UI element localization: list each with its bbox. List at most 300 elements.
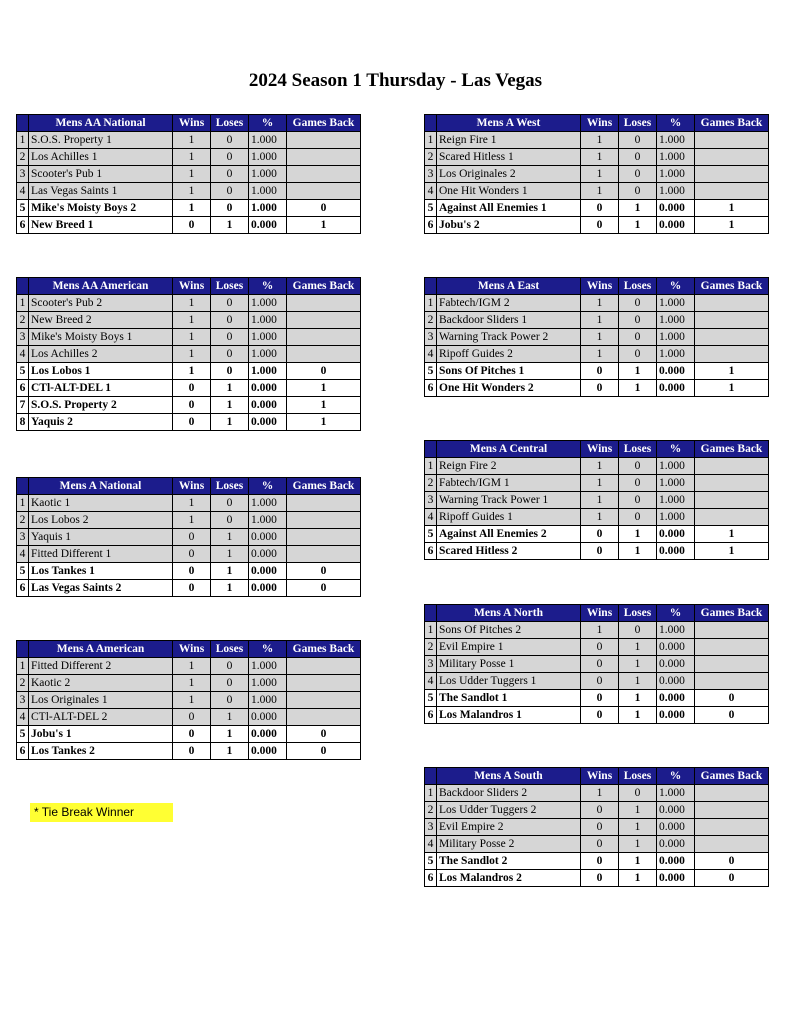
team-games-back: [695, 492, 769, 509]
table-row: [17, 363, 361, 380]
team-wins: 0: [581, 819, 619, 836]
page-title: 2024 Season 1 Thursday - Las Vegas: [248, 70, 543, 91]
team-rank: 5: [17, 200, 29, 217]
team-rank: 5: [425, 363, 437, 380]
team-rank: 2: [17, 312, 29, 329]
header-loses: Loses: [211, 478, 249, 495]
team-pct: 0.000: [657, 217, 695, 234]
table-row: [425, 380, 769, 397]
team-pct: 0.000: [249, 546, 287, 563]
team-name: Military Posse 2: [437, 836, 581, 853]
team-rank: 5: [17, 563, 29, 580]
team-games-back: [287, 675, 361, 692]
team-wins: 1: [581, 132, 619, 149]
team-loses: 1: [211, 709, 249, 726]
team-name: Mike's Moisty Boys 2: [29, 200, 173, 217]
team-pct: 1.000: [249, 495, 287, 512]
header-rank: [425, 441, 437, 458]
table-row: [425, 217, 769, 234]
team-loses: 0: [619, 295, 657, 312]
team-pct: 1.000: [249, 675, 287, 692]
table-row: [17, 217, 361, 234]
team-rank: 1: [17, 132, 29, 149]
team-wins: 1: [173, 495, 211, 512]
division-table-a-east: [424, 277, 769, 397]
team-rank: 6: [17, 743, 29, 760]
team-games-back: 1: [695, 363, 769, 380]
team-loses: 0: [619, 785, 657, 802]
table-row: [17, 709, 361, 726]
team-name: Yaquis 1: [29, 529, 173, 546]
team-rank: 4: [17, 346, 29, 363]
table-row: [425, 802, 769, 819]
team-rank: 5: [17, 726, 29, 743]
team-rank: 1: [425, 295, 437, 312]
team-loses: 0: [211, 312, 249, 329]
team-pct: 0.000: [657, 836, 695, 853]
table-row: [425, 492, 769, 509]
table-row: [425, 622, 769, 639]
team-games-back: [287, 132, 361, 149]
table-row: [425, 819, 769, 836]
table-row: [425, 166, 769, 183]
team-rank: 2: [425, 639, 437, 656]
division-header: [425, 768, 769, 785]
team-loses: 1: [211, 726, 249, 743]
team-games-back: [287, 495, 361, 512]
team-games-back: [287, 529, 361, 546]
team-wins: 0: [581, 656, 619, 673]
table-row: [17, 563, 361, 580]
team-wins: 1: [581, 166, 619, 183]
division-header: [425, 605, 769, 622]
team-games-back: [695, 639, 769, 656]
team-loses: 1: [619, 853, 657, 870]
table-row: [425, 656, 769, 673]
team-pct: 1.000: [657, 509, 695, 526]
tie-break-note: * Tie Break Winner: [30, 803, 173, 822]
team-pct: 0.000: [657, 656, 695, 673]
team-rank: 1: [17, 658, 29, 675]
team-rank: 3: [17, 329, 29, 346]
team-name: Warning Track Power 2: [437, 329, 581, 346]
team-loses: 0: [619, 149, 657, 166]
team-games-back: [287, 149, 361, 166]
team-wins: 1: [173, 658, 211, 675]
team-wins: 0: [581, 690, 619, 707]
team-wins: 0: [173, 743, 211, 760]
team-games-back: 0: [695, 870, 769, 887]
team-name: The Sandlot 1: [437, 690, 581, 707]
team-games-back: 1: [287, 414, 361, 431]
team-name: Warning Track Power 1: [437, 492, 581, 509]
team-wins: 0: [173, 397, 211, 414]
team-rank: 6: [17, 217, 29, 234]
team-pct: 1.000: [657, 622, 695, 639]
team-pct: 0.000: [657, 853, 695, 870]
team-loses: 0: [211, 512, 249, 529]
team-pct: 0.000: [249, 726, 287, 743]
team-games-back: [695, 836, 769, 853]
team-pct: 1.000: [657, 458, 695, 475]
team-rank: 8: [17, 414, 29, 431]
team-name: Ripoff Guides 1: [437, 509, 581, 526]
team-name: Reign Fire 2: [437, 458, 581, 475]
team-loses: 1: [211, 546, 249, 563]
team-rank: 1: [425, 132, 437, 149]
team-wins: 0: [173, 580, 211, 597]
team-loses: 1: [619, 819, 657, 836]
team-name: Ripoff Guides 2: [437, 346, 581, 363]
team-rank: 6: [425, 380, 437, 397]
team-pct: 1.000: [657, 312, 695, 329]
header-games-back: Games Back: [287, 278, 361, 295]
division-table-aa-national: [16, 114, 361, 234]
team-pct: 0.000: [657, 673, 695, 690]
team-games-back: [695, 622, 769, 639]
header-loses: Loses: [619, 768, 657, 785]
team-loses: 1: [619, 526, 657, 543]
team-games-back: [695, 295, 769, 312]
team-name: Reign Fire 1: [437, 132, 581, 149]
team-loses: 1: [619, 639, 657, 656]
team-games-back: 0: [695, 690, 769, 707]
team-games-back: 1: [695, 526, 769, 543]
team-name: Scared Hitless 1: [437, 149, 581, 166]
team-name: Jobu's 2: [437, 217, 581, 234]
team-pct: 0.000: [657, 200, 695, 217]
header-pct: %: [657, 768, 695, 785]
team-pct: 0.000: [657, 543, 695, 560]
team-games-back: 0: [695, 707, 769, 724]
team-loses: 0: [211, 166, 249, 183]
table-row: [17, 580, 361, 597]
table-row: [17, 149, 361, 166]
team-games-back: 0: [695, 853, 769, 870]
team-pct: 1.000: [249, 346, 287, 363]
team-wins: 0: [581, 673, 619, 690]
team-name: Los Originales 2: [437, 166, 581, 183]
team-rank: 4: [425, 509, 437, 526]
team-rank: 2: [17, 149, 29, 166]
team-games-back: [695, 166, 769, 183]
team-wins: 0: [581, 836, 619, 853]
header-pct: %: [657, 278, 695, 295]
table-row: [425, 458, 769, 475]
table-row: [425, 870, 769, 887]
team-wins: 1: [173, 363, 211, 380]
team-pct: 0.000: [249, 580, 287, 597]
division-name: Mens AA American: [29, 278, 173, 295]
team-pct: 0.000: [249, 743, 287, 760]
table-row: [425, 149, 769, 166]
team-rank: 4: [17, 546, 29, 563]
team-games-back: 0: [287, 580, 361, 597]
team-name: Jobu's 1: [29, 726, 173, 743]
team-wins: 0: [173, 217, 211, 234]
division-header: [17, 278, 361, 295]
team-loses: 1: [211, 743, 249, 760]
team-rank: 4: [425, 673, 437, 690]
team-games-back: 1: [695, 543, 769, 560]
team-games-back: 1: [287, 217, 361, 234]
team-loses: 1: [619, 363, 657, 380]
table-row: [17, 346, 361, 363]
team-games-back: [695, 785, 769, 802]
team-games-back: [287, 295, 361, 312]
table-row: [17, 295, 361, 312]
team-games-back: [695, 673, 769, 690]
header-games-back: Games Back: [695, 768, 769, 785]
team-name: One Hit Wonders 2: [437, 380, 581, 397]
team-name: Fabtech/IGM 2: [437, 295, 581, 312]
team-games-back: [695, 802, 769, 819]
team-loses: 0: [619, 475, 657, 492]
header-wins: Wins: [581, 278, 619, 295]
header-wins: Wins: [173, 278, 211, 295]
team-loses: 0: [211, 200, 249, 217]
team-loses: 1: [619, 690, 657, 707]
team-wins: 1: [173, 329, 211, 346]
team-pct: 0.000: [657, 363, 695, 380]
team-name: Fitted Different 2: [29, 658, 173, 675]
table-row: [17, 414, 361, 431]
team-loses: 1: [211, 563, 249, 580]
team-games-back: 1: [695, 217, 769, 234]
header-loses: Loses: [211, 641, 249, 658]
team-loses: 0: [619, 132, 657, 149]
team-pct: 1.000: [657, 346, 695, 363]
team-loses: 0: [619, 622, 657, 639]
team-name: CTl-ALT-DEL 1: [29, 380, 173, 397]
team-wins: 1: [581, 329, 619, 346]
team-pct: 1.000: [249, 183, 287, 200]
team-name: Scared Hitless 2: [437, 543, 581, 560]
team-games-back: [287, 709, 361, 726]
team-games-back: [287, 546, 361, 563]
team-games-back: [695, 346, 769, 363]
division-header: [17, 115, 361, 132]
team-rank: 4: [425, 836, 437, 853]
header-rank: [425, 605, 437, 622]
table-row: [425, 836, 769, 853]
team-name: Sons Of Pitches 2: [437, 622, 581, 639]
team-rank: 4: [17, 709, 29, 726]
team-games-back: [287, 658, 361, 675]
header-loses: Loses: [211, 278, 249, 295]
header-rank: [425, 278, 437, 295]
team-games-back: 0: [287, 363, 361, 380]
team-wins: 1: [581, 346, 619, 363]
header-loses: Loses: [619, 441, 657, 458]
team-name: Los Udder Tuggers 1: [437, 673, 581, 690]
division-name: Mens AA National: [29, 115, 173, 132]
team-wins: 1: [581, 183, 619, 200]
team-rank: 6: [425, 543, 437, 560]
division-name: Mens A Central: [437, 441, 581, 458]
team-games-back: [287, 183, 361, 200]
table-row: [17, 726, 361, 743]
table-row: [17, 495, 361, 512]
team-pct: 0.000: [657, 870, 695, 887]
team-loses: 0: [211, 295, 249, 312]
team-rank: 5: [425, 690, 437, 707]
team-wins: 1: [581, 785, 619, 802]
team-rank: 1: [425, 622, 437, 639]
team-name: Scooter's Pub 1: [29, 166, 173, 183]
team-loses: 1: [619, 543, 657, 560]
team-pct: 0.000: [657, 819, 695, 836]
team-name: Las Vegas Saints 1: [29, 183, 173, 200]
team-name: Los Lobos 2: [29, 512, 173, 529]
header-rank: [425, 768, 437, 785]
team-loses: 0: [619, 458, 657, 475]
team-pct: 1.000: [657, 329, 695, 346]
team-wins: 0: [581, 802, 619, 819]
team-name: Los Udder Tuggers 2: [437, 802, 581, 819]
team-wins: 1: [581, 475, 619, 492]
team-pct: 1.000: [249, 692, 287, 709]
team-loses: 1: [619, 870, 657, 887]
team-wins: 0: [173, 563, 211, 580]
team-games-back: [287, 329, 361, 346]
team-loses: 0: [211, 675, 249, 692]
table-row: [425, 690, 769, 707]
header-loses: Loses: [619, 115, 657, 132]
team-loses: 1: [211, 529, 249, 546]
team-rank: 4: [425, 346, 437, 363]
team-rank: 2: [425, 149, 437, 166]
team-pct: 0.000: [657, 380, 695, 397]
team-name: Military Posse 1: [437, 656, 581, 673]
table-row: [17, 380, 361, 397]
division-name: Mens A North: [437, 605, 581, 622]
table-row: [425, 363, 769, 380]
team-name: New Breed 1: [29, 217, 173, 234]
table-row: [17, 658, 361, 675]
team-rank: 3: [425, 819, 437, 836]
header-wins: Wins: [581, 768, 619, 785]
team-loses: 1: [619, 836, 657, 853]
team-loses: 0: [211, 363, 249, 380]
division-header: [425, 278, 769, 295]
table-row: [425, 707, 769, 724]
team-rank: 6: [17, 380, 29, 397]
header-wins: Wins: [173, 478, 211, 495]
team-rank: 3: [425, 166, 437, 183]
team-wins: 1: [173, 132, 211, 149]
team-pct: 1.000: [657, 295, 695, 312]
team-name: Los Malandros 2: [437, 870, 581, 887]
team-wins: 0: [581, 707, 619, 724]
team-rank: 6: [425, 707, 437, 724]
team-games-back: [695, 329, 769, 346]
team-rank: 6: [425, 217, 437, 234]
team-games-back: [287, 346, 361, 363]
division-name: Mens A National: [29, 478, 173, 495]
header-pct: %: [249, 115, 287, 132]
team-wins: 1: [581, 295, 619, 312]
team-wins: 0: [173, 546, 211, 563]
team-wins: 0: [173, 414, 211, 431]
team-wins: 1: [173, 692, 211, 709]
team-games-back: [695, 312, 769, 329]
header-pct: %: [657, 441, 695, 458]
table-row: [17, 546, 361, 563]
team-wins: 1: [581, 622, 619, 639]
header-wins: Wins: [173, 115, 211, 132]
team-rank: 3: [17, 529, 29, 546]
team-loses: 0: [619, 166, 657, 183]
team-pct: 1.000: [249, 329, 287, 346]
team-name: Fabtech/IGM 1: [437, 475, 581, 492]
team-name: Los Achilles 1: [29, 149, 173, 166]
team-loses: 0: [211, 692, 249, 709]
header-games-back: Games Back: [695, 278, 769, 295]
header-rank: [425, 115, 437, 132]
team-games-back: [287, 312, 361, 329]
header-games-back: Games Back: [695, 441, 769, 458]
table-row: [425, 183, 769, 200]
team-wins: 0: [581, 380, 619, 397]
team-pct: 0.000: [657, 639, 695, 656]
team-pct: 1.000: [249, 658, 287, 675]
team-games-back: [287, 692, 361, 709]
team-name: Los Tankes 2: [29, 743, 173, 760]
team-pct: 1.000: [657, 132, 695, 149]
team-name: Backdoor Sliders 1: [437, 312, 581, 329]
team-loses: 0: [619, 346, 657, 363]
team-pct: 0.000: [657, 802, 695, 819]
team-pct: 0.000: [249, 414, 287, 431]
team-name: Evil Empire 1: [437, 639, 581, 656]
team-games-back: [695, 509, 769, 526]
team-wins: 0: [581, 363, 619, 380]
header-rank: [17, 478, 29, 495]
team-games-back: [695, 132, 769, 149]
team-rank: 2: [425, 475, 437, 492]
team-loses: 1: [211, 380, 249, 397]
division-name: Mens A South: [437, 768, 581, 785]
team-loses: 1: [619, 802, 657, 819]
table-row: [17, 200, 361, 217]
division-table-a-south: [424, 767, 769, 887]
team-rank: 6: [425, 870, 437, 887]
team-loses: 1: [211, 217, 249, 234]
team-rank: 1: [425, 458, 437, 475]
team-pct: 0.000: [657, 690, 695, 707]
division-table-a-american: [16, 640, 361, 760]
division-header: [17, 478, 361, 495]
team-loses: 0: [211, 132, 249, 149]
team-name: Kaotic 2: [29, 675, 173, 692]
team-pct: 0.000: [657, 707, 695, 724]
team-rank: 3: [17, 692, 29, 709]
team-loses: 1: [619, 673, 657, 690]
table-row: [17, 312, 361, 329]
team-games-back: 0: [287, 200, 361, 217]
team-wins: 0: [581, 200, 619, 217]
header-pct: %: [657, 605, 695, 622]
team-pct: 0.000: [249, 529, 287, 546]
team-name: Backdoor Sliders 2: [437, 785, 581, 802]
team-pct: 0.000: [249, 380, 287, 397]
team-rank: 5: [425, 526, 437, 543]
team-wins: 1: [173, 295, 211, 312]
team-name: Sons Of Pitches 1: [437, 363, 581, 380]
team-games-back: [695, 458, 769, 475]
team-games-back: [287, 512, 361, 529]
